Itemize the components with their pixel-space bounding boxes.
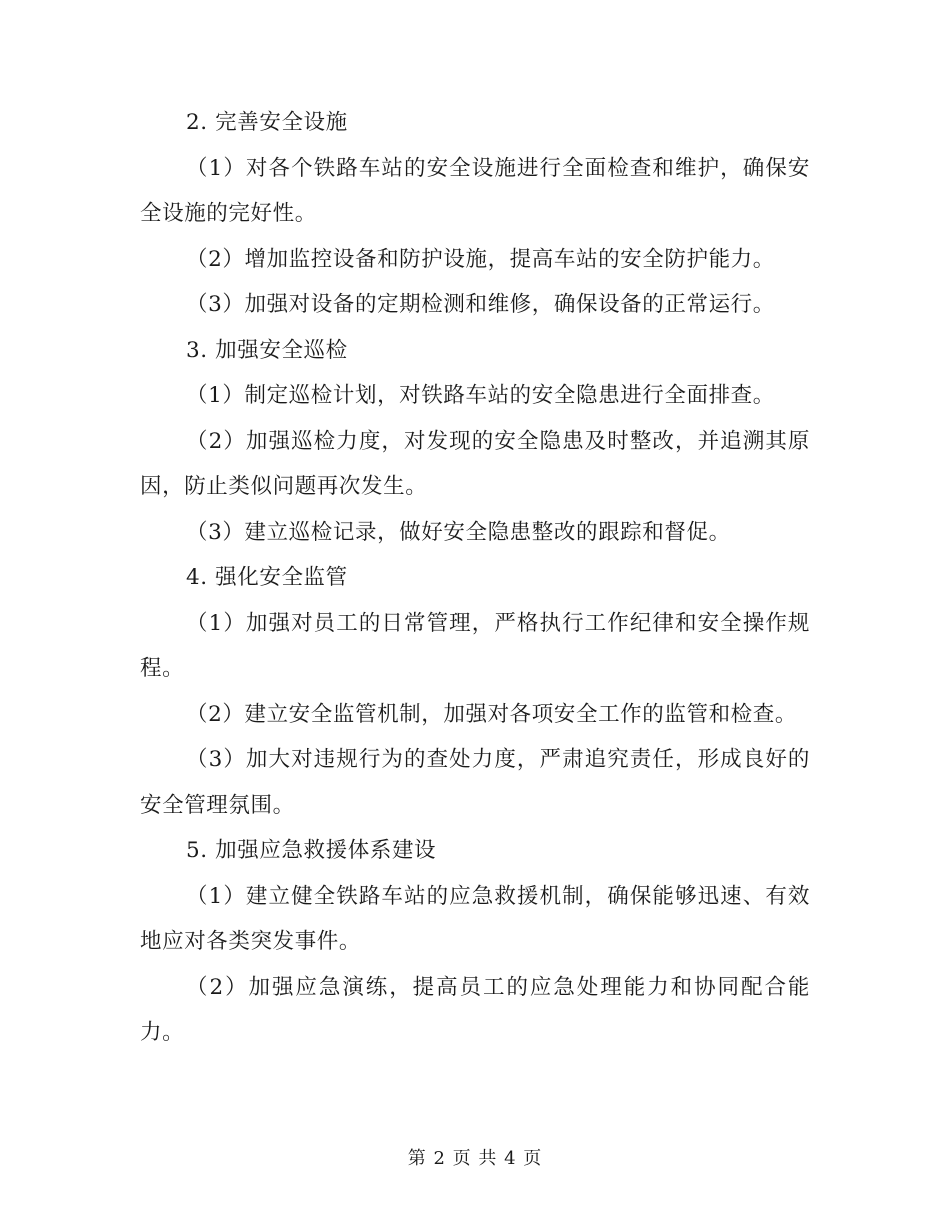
- paragraph-item: （3）加大对违规行为的查处力度，严肃追究责任，形成良好的安全管理氛围。: [140, 747, 810, 818]
- paragraph-item: （1）建立健全铁路车站的应急救援机制，确保能够迅速、有效地应对各类突发事件。: [140, 883, 810, 954]
- paragraph-item: （1）对各个铁路车站的安全设施进行全面检查和维护，确保安全设施的完好性。: [140, 155, 810, 226]
- section-heading-3: 3. 加强安全巡检: [186, 337, 348, 363]
- section-heading-2: 2. 完善安全设施: [186, 110, 348, 135]
- paragraph-item: （3）建立巡检记录，做好安全隐患整改的跟踪和督促。: [186, 519, 731, 545]
- paragraph-item: （2）建立安全监管机制，加强对各项安全工作的监管和检查。: [186, 701, 797, 727]
- paragraph-item: （2）增加监控设备和防护设施，提高车站的安全防护能力。: [186, 246, 775, 272]
- section-heading-5: 5. 加强应急救援体系建设: [186, 838, 437, 863]
- paragraph-item: （1）加强对员工的日常管理，严格执行工作纪律和安全操作规程。: [140, 610, 810, 681]
- document-body: [140, 100, 810, 1056]
- paragraph-item: （2）加强应急演练，提高员工的应急处理能力和协同配合能力。: [140, 974, 810, 1045]
- paragraph-item: （1）制定巡检计划，对铁路车站的安全隐患进行全面排查。: [186, 383, 775, 408]
- paragraph-item: （2）加强巡检力度，对发现的安全隐患及时整改，并追溯其原因，防止类似问题再次发生。: [140, 428, 810, 499]
- paragraph-item: （3）加强对设备的定期检测和维修，确保设备的正常运行。: [186, 292, 775, 317]
- section-heading-4: 4. 强化安全监管: [186, 565, 348, 590]
- page-number-footer: 第 2 页 共 4 页: [407, 1148, 543, 1169]
